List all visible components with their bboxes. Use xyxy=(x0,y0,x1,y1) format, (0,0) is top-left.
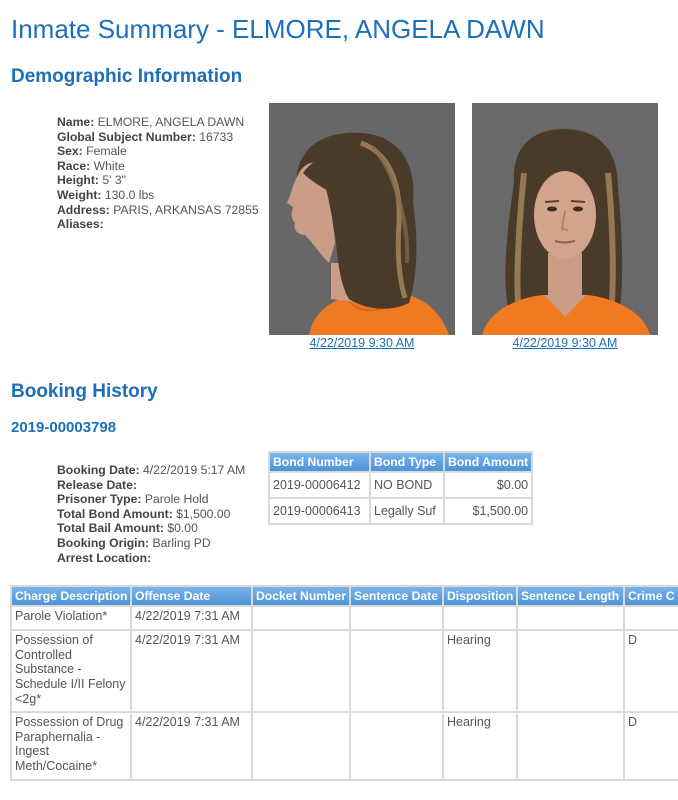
bond-amount-header[interactable]: Bond Amount xyxy=(444,452,532,472)
bond-amount-cell: $0.00 xyxy=(444,472,532,498)
booking-info xyxy=(57,463,245,565)
booking-number: 2019-00003798 xyxy=(11,419,117,436)
sentence-length-cell xyxy=(517,712,624,780)
mugshot-profile-date-link[interactable]: 4/22/2019 9:30 AM xyxy=(309,336,415,350)
disposition-cell: Hearing xyxy=(443,712,517,780)
charges-header-row xyxy=(11,586,678,606)
bond-table-header-row xyxy=(269,452,532,472)
crime-class-cell: D xyxy=(624,630,678,712)
crime-class-cell xyxy=(624,606,678,630)
bond-number-header[interactable]: Bond Number xyxy=(269,452,370,472)
mugshot-front-date-link[interactable]: 4/22/2019 9:30 AM xyxy=(512,336,618,350)
charge-description-cell: Parole Violation* xyxy=(11,606,131,630)
sentence-date-cell xyxy=(350,606,443,630)
sentence-date-cell xyxy=(350,630,443,712)
bond-number-cell: 2019-00006412 xyxy=(269,472,370,498)
bond-number-cell: 2019-00006413 xyxy=(269,498,370,524)
sentence-length-header[interactable]: Sentence Length xyxy=(517,586,624,606)
sentence-date-header[interactable]: Sentence Date xyxy=(350,586,443,606)
docket-number-cell xyxy=(252,606,350,630)
sentence-date-cell xyxy=(350,712,443,780)
page-title: Inmate Summary - ELMORE, ANGELA DAWN xyxy=(11,14,545,44)
mugshot-profile-photo[interactable] xyxy=(269,103,455,335)
field-weight: Weight: 130.0 lbs xyxy=(57,187,155,202)
field-booking-origin: Booking Origin: Barling PD xyxy=(57,535,211,550)
table-row xyxy=(11,630,678,712)
field-booking-date: Booking Date: 4/22/2019 5:17 AM xyxy=(57,463,246,477)
charges-table xyxy=(10,585,678,781)
table-row xyxy=(11,606,678,630)
charge-description-cell: Possession of Controlled Substance - Schedule I/II Felony <2g* xyxy=(11,630,131,712)
field-global-subject-number: Global Subject Number: 16733 xyxy=(57,129,234,144)
docket-number-cell xyxy=(252,712,350,780)
charge-description-header[interactable]: Charge Description xyxy=(11,586,131,606)
mugshot-front-photo[interactable] xyxy=(472,103,658,335)
charge-description-cell: Possession of Drug Paraphernalia - Ingest Meth/Cocaine* xyxy=(11,712,131,780)
demographics-info xyxy=(57,115,259,232)
field-arrest-location: Arrest Location: xyxy=(57,550,152,565)
offense-date-cell: 4/22/2019 7:31 AM xyxy=(131,630,252,712)
crime-class-header[interactable]: Crime C xyxy=(624,586,678,606)
demographics-heading: Demographic Information xyxy=(11,66,243,87)
field-prisoner-type: Prisoner Type: Parole Hold xyxy=(57,492,209,507)
disposition-cell: Hearing xyxy=(443,630,517,712)
table-row xyxy=(11,712,678,780)
field-sex: Sex: Female xyxy=(57,144,127,159)
field-address: Address: PARIS, ARKANSAS 72855 xyxy=(57,202,259,217)
field-name: Name: ELMORE, ANGELA DAWN xyxy=(57,115,245,129)
charges-table-viewport xyxy=(10,585,678,800)
offense-date-header[interactable]: Offense Date xyxy=(131,586,252,606)
field-release-date: Release Date: xyxy=(57,477,137,492)
bond-type-header[interactable]: Bond Type xyxy=(370,452,444,472)
field-height: Height: 5' 3" xyxy=(57,173,126,188)
field-total-bond-amount: Total Bond Amount: $1,500.00 xyxy=(57,506,231,521)
docket-number-header[interactable]: Docket Number xyxy=(252,586,350,606)
field-race: Race: White xyxy=(57,158,125,173)
field-aliases: Aliases: xyxy=(57,217,104,232)
crime-class-cell: D xyxy=(624,712,678,780)
booking-history-heading: Booking History xyxy=(11,381,158,402)
disposition-cell xyxy=(443,606,517,630)
sentence-length-cell xyxy=(517,606,624,630)
bond-amount-cell: $1,500.00 xyxy=(444,498,532,524)
bond-table xyxy=(268,451,533,525)
offense-date-cell: 4/22/2019 7:31 AM xyxy=(131,606,252,630)
table-row xyxy=(269,472,532,498)
disposition-header[interactable]: Disposition xyxy=(443,586,517,606)
field-total-bail-amount: Total Bail Amount: $0.00 xyxy=(57,521,198,536)
docket-number-cell xyxy=(252,630,350,712)
table-row xyxy=(269,498,532,524)
bond-type-cell: NO BOND xyxy=(370,472,444,498)
sentence-length-cell xyxy=(517,630,624,712)
bond-type-cell: Legally Suf xyxy=(370,498,444,524)
offense-date-cell: 4/22/2019 7:31 AM xyxy=(131,712,252,780)
